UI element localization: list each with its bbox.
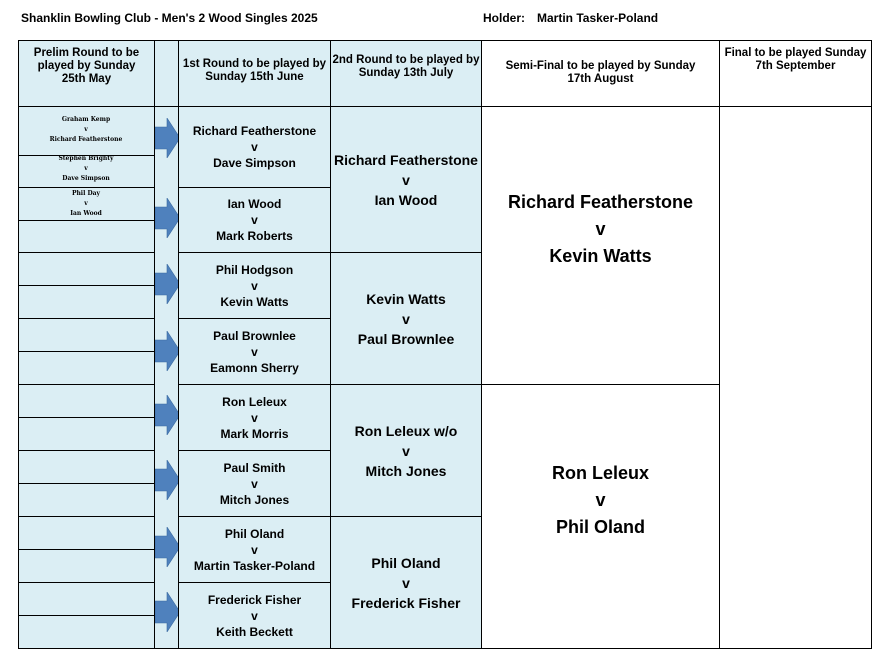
holder-label: Holder: bbox=[483, 11, 525, 25]
round2-match-away: Ian Wood bbox=[374, 191, 438, 208]
round1-match bbox=[178, 384, 331, 451]
round1-match-home: Paul Brownlee bbox=[213, 328, 296, 343]
round1-match bbox=[178, 450, 331, 517]
prelim-match-away: Ian Wood bbox=[70, 210, 102, 217]
round1-match-home: Ron Leleux bbox=[222, 394, 287, 409]
round1-match-away: Mark Roberts bbox=[216, 229, 293, 243]
round2-match-home: Ron Leleux w/o bbox=[354, 422, 458, 439]
header-final bbox=[719, 40, 872, 107]
round2-match-vs: v bbox=[402, 310, 410, 327]
semi-match-away: Phil Oland bbox=[555, 517, 645, 537]
round1-match-vs: v bbox=[251, 213, 258, 227]
round2-match-vs: v bbox=[402, 442, 410, 459]
prelim-match-away: Richard Featherstone bbox=[49, 136, 123, 143]
round1-match-vs: v bbox=[251, 278, 258, 293]
round2-match-away: Mitch Jones bbox=[365, 462, 447, 479]
prelim-match-away: Dave Simpson bbox=[62, 175, 110, 182]
round2-match bbox=[330, 384, 482, 517]
round2-match-vs: v bbox=[402, 574, 410, 591]
round1-match bbox=[178, 516, 331, 583]
round1-match-away: Dave Simpson bbox=[213, 156, 296, 170]
header-round1 bbox=[178, 40, 331, 107]
prelim-slot bbox=[18, 582, 155, 616]
semi-match-away: Kevin Watts bbox=[549, 246, 652, 266]
prelim-match bbox=[18, 186, 154, 222]
round2-match bbox=[330, 516, 482, 649]
semi-match-home: Richard Featherstone bbox=[507, 192, 694, 212]
round1-match-home: Phil Oland bbox=[224, 526, 285, 541]
prelim-match-home: Stephen Brighty bbox=[58, 155, 114, 162]
holder-name: Martin Tasker-Poland bbox=[537, 11, 659, 25]
prelim-match-vs: v bbox=[84, 126, 88, 133]
round1-match-away: Keith Beckett bbox=[216, 624, 293, 639]
round1-match-vs: v bbox=[251, 542, 258, 557]
header-prelim bbox=[18, 40, 155, 107]
prelim-slot bbox=[18, 220, 155, 253]
semi-match bbox=[481, 384, 720, 649]
prelim-slot bbox=[18, 384, 155, 418]
round1-match bbox=[178, 252, 331, 319]
round1-match-away: Kevin Watts bbox=[220, 294, 289, 309]
final-slot bbox=[719, 106, 872, 649]
header-prelim-text: Prelim Round to be played by Sunday 25th May bbox=[33, 47, 140, 85]
prelim-slot bbox=[18, 417, 155, 451]
round1-match-vs: v bbox=[251, 344, 258, 359]
round2-match-away: Frederick Fisher bbox=[351, 594, 461, 611]
prelim-match-home: Phil Day bbox=[71, 190, 101, 197]
header-arrow-col bbox=[154, 40, 179, 107]
round1-match-home: Ian Wood bbox=[227, 197, 282, 211]
round2-match bbox=[330, 252, 482, 385]
round1-match-home: Paul Smith bbox=[223, 460, 286, 475]
header-round2 bbox=[330, 40, 482, 107]
holder-info bbox=[483, 11, 658, 25]
prelim-match bbox=[18, 110, 154, 150]
prelim-slot bbox=[18, 615, 155, 649]
round1-match bbox=[178, 582, 331, 649]
header-semi-text: Semi-Final to be played by Sunday 17th August bbox=[505, 59, 696, 85]
round2-match-home: Phil Oland bbox=[371, 554, 441, 571]
semi-match-home: Ron Leleux bbox=[551, 463, 649, 483]
prelim-match-home: Graham Kemp bbox=[61, 116, 111, 123]
prelim-slot bbox=[18, 318, 155, 352]
round1-match-vs: v bbox=[251, 140, 258, 154]
round1-match-vs: v bbox=[251, 410, 258, 425]
prelim-slot bbox=[18, 483, 155, 517]
prelim-slot bbox=[18, 285, 155, 319]
round1-match-vs: v bbox=[251, 476, 258, 491]
round1-match-away: Mitch Jones bbox=[219, 492, 290, 507]
round1-match-vs: v bbox=[251, 608, 258, 623]
round2-match-away: Paul Brownlee bbox=[357, 330, 455, 347]
header-semi bbox=[481, 40, 720, 107]
semi-match-vs: v bbox=[595, 490, 606, 510]
prelim-match bbox=[18, 150, 154, 188]
round1-match bbox=[178, 187, 331, 253]
round2-match-vs: v bbox=[402, 171, 410, 188]
round1-match-home: Richard Featherstone bbox=[192, 124, 317, 138]
round1-match-away: Mark Morris bbox=[220, 426, 289, 441]
semi-match bbox=[481, 106, 720, 385]
semi-match-vs: v bbox=[595, 219, 606, 239]
prelim-match-vs: v bbox=[84, 200, 88, 207]
round1-match-away: Martin Tasker-Poland bbox=[193, 558, 316, 573]
round1-match-home: Phil Hodgson bbox=[215, 262, 294, 277]
prelim-slot bbox=[18, 516, 155, 550]
prelim-match-vs: v bbox=[84, 165, 88, 172]
prelim-slot bbox=[18, 252, 155, 286]
page-title: Shanklin Bowling Club - Men's 2 Wood Singles 2025 bbox=[21, 11, 318, 25]
round2-match bbox=[330, 106, 482, 253]
round1-match-home: Frederick Fisher bbox=[207, 592, 302, 607]
prelim-slot bbox=[18, 351, 155, 385]
header-round2-text: 2nd Round to be played by Sunday 13th July bbox=[332, 53, 480, 79]
round1-match bbox=[178, 106, 331, 188]
header-final-text: Final to be played Sunday 7th September bbox=[724, 47, 867, 72]
arrow-column bbox=[154, 106, 179, 649]
prelim-slot bbox=[18, 549, 155, 583]
round2-match-home: Kevin Watts bbox=[366, 290, 446, 307]
round1-match bbox=[178, 318, 331, 385]
prelim-slot bbox=[18, 450, 155, 484]
header-round1-text: 1st Round to be played by Sunday 15th June bbox=[182, 57, 327, 83]
round2-match-home: Richard Featherstone bbox=[334, 151, 478, 168]
round1-match-away: Eamonn Sherry bbox=[210, 360, 299, 375]
